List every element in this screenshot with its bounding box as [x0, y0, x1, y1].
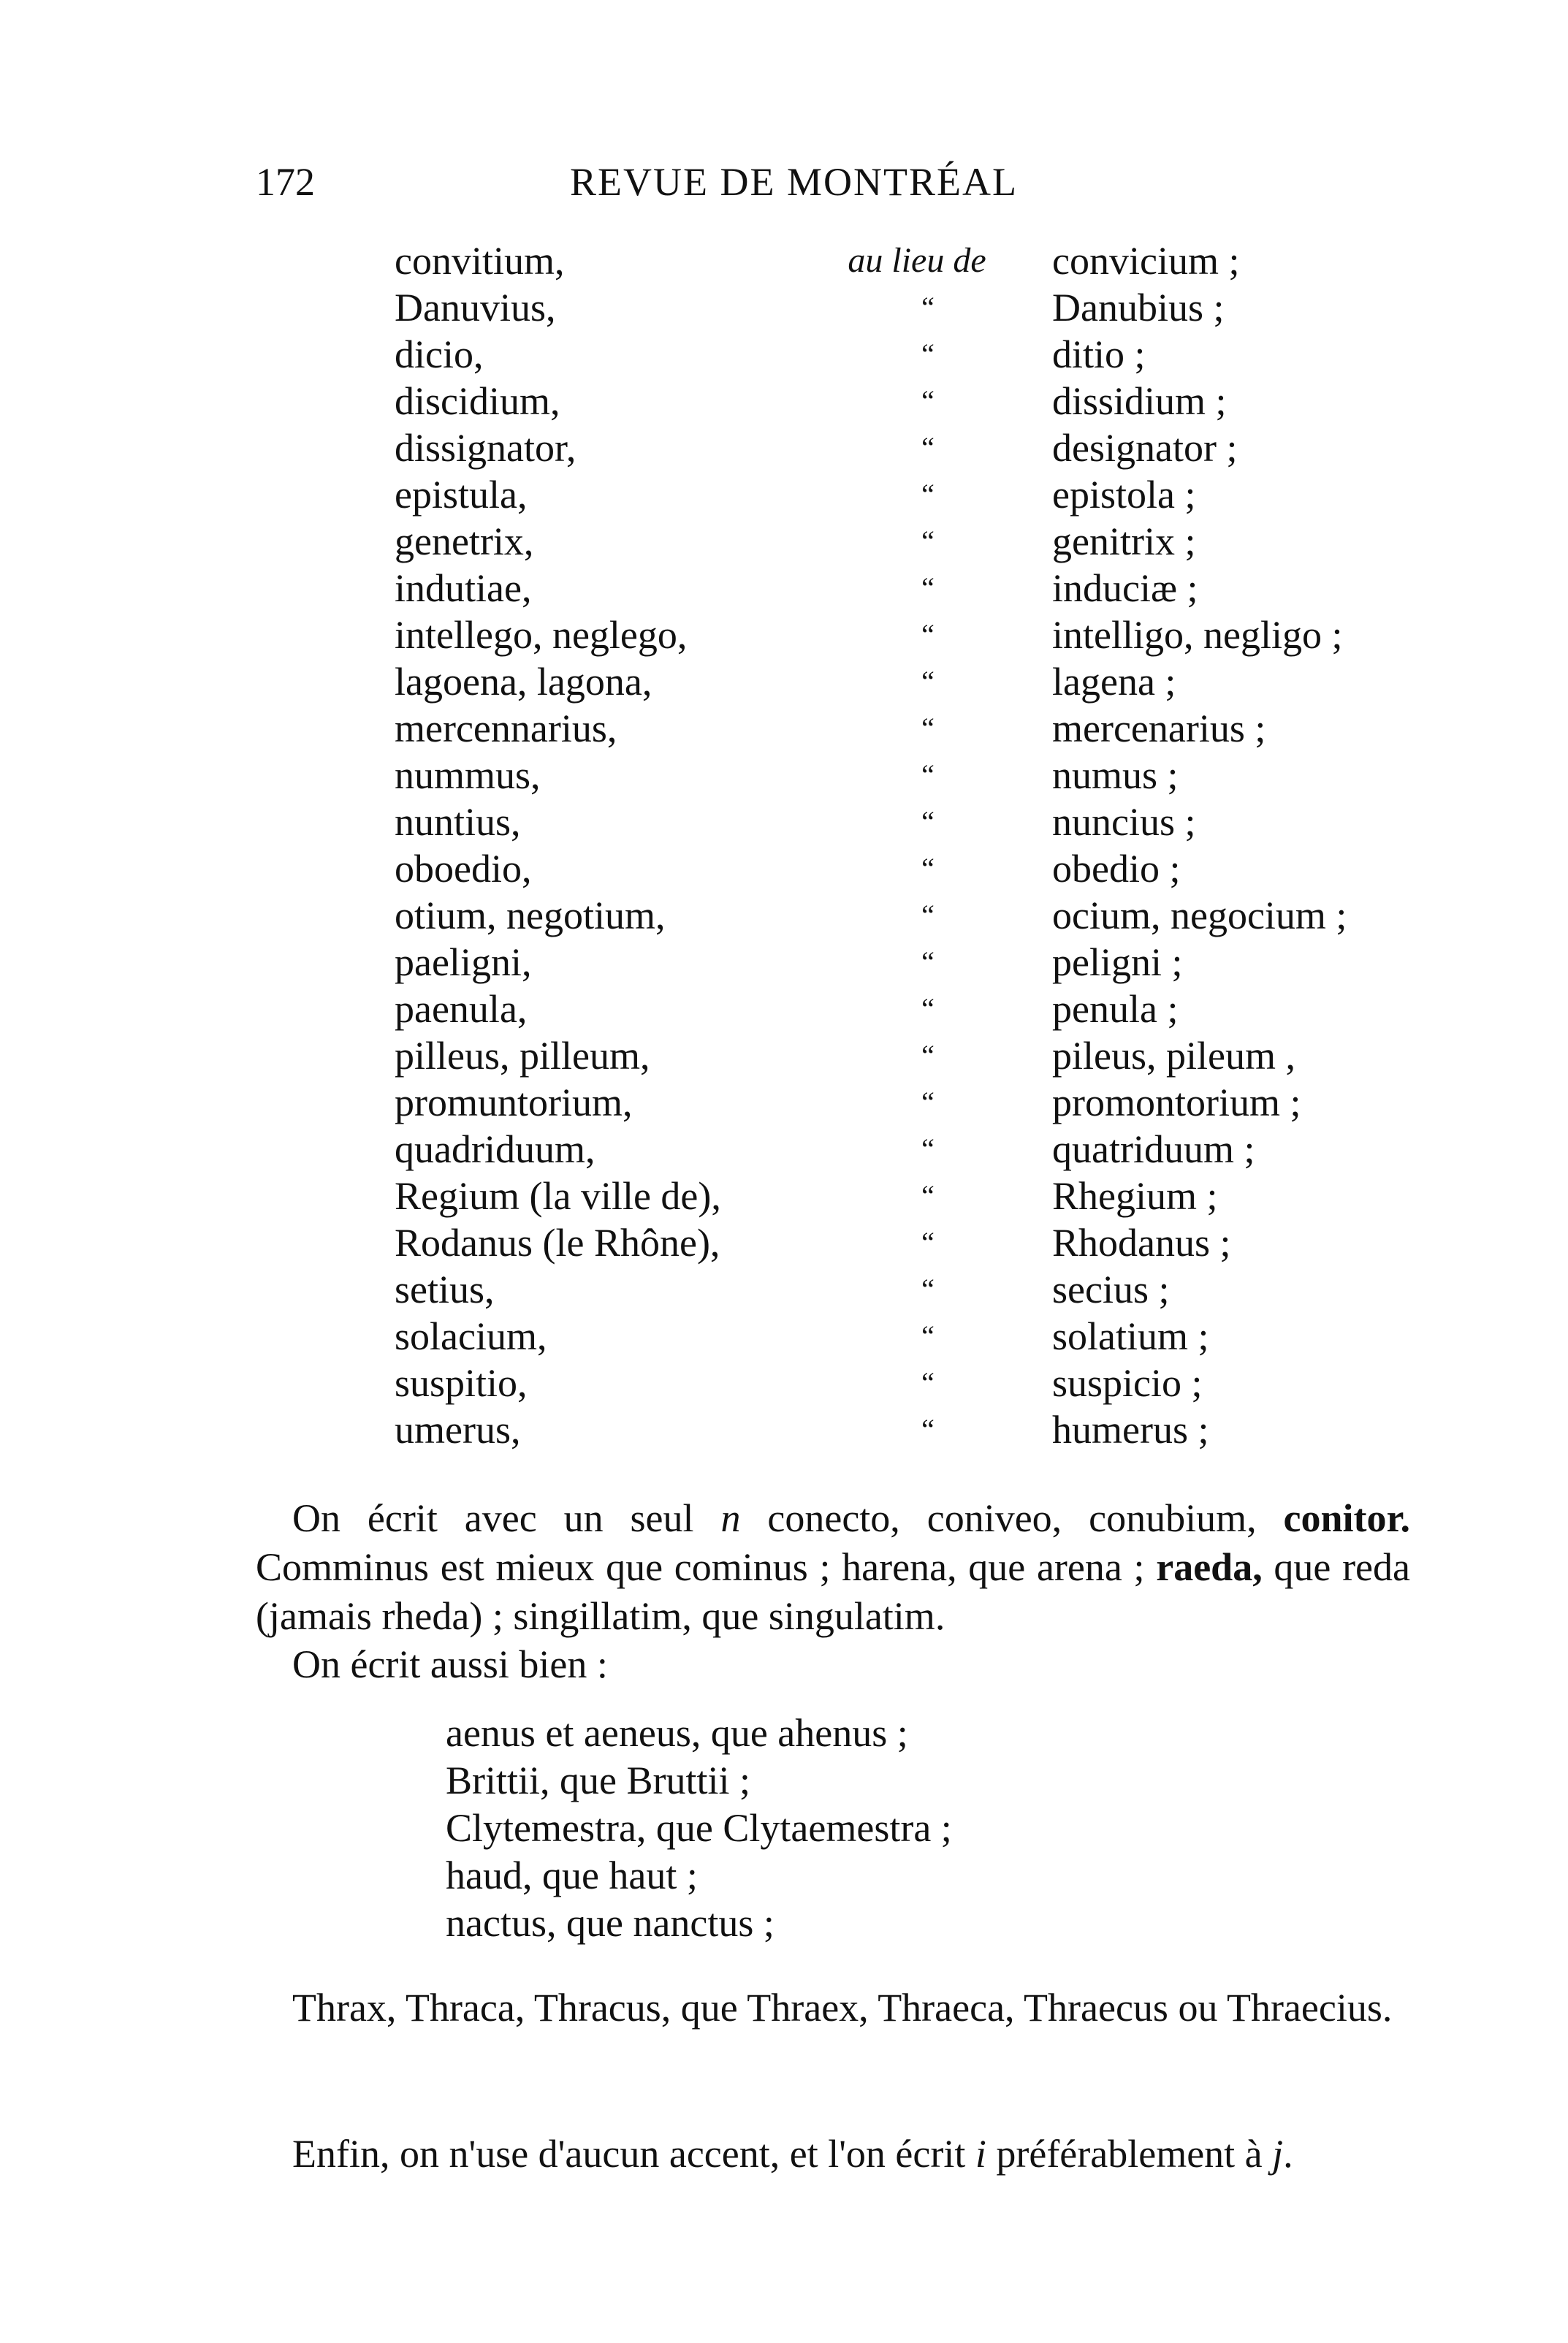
rejected-spelling: Rhodanus ; — [1052, 1221, 1231, 1265]
page-number: 172 — [256, 160, 315, 204]
paragraph-text: On écrit avec un seul — [292, 1496, 721, 1540]
ditto-mark: “ — [921, 618, 935, 651]
paragraph-single-n — [256, 1494, 1410, 1641]
running-title: REVUE DE MONTRÉAL — [570, 160, 1018, 204]
ditto-mark: “ — [921, 291, 935, 324]
preferred-spelling: dissignator, — [395, 426, 576, 470]
preferred-spelling: suspitio, — [395, 1361, 528, 1405]
preferred-spelling: paeligni, — [395, 940, 532, 984]
rejected-spelling: penula ; — [1052, 987, 1179, 1031]
preferred-spelling: solacium, — [395, 1314, 547, 1358]
list-item: aenus et aeneus, que ahenus ; — [446, 1711, 908, 1755]
paragraph-thrax: Thrax, Thraca, Thracus, que Thraex, Thraeca, Thraecus ou Thraecius. — [292, 1986, 1393, 2030]
rejected-spelling: epistola ; — [1052, 473, 1196, 517]
preferred-spelling: oboedio, — [395, 847, 532, 891]
rejected-spelling: secius ; — [1052, 1268, 1170, 1311]
rejected-spelling: induciæ ; — [1052, 566, 1198, 610]
ditto-mark: “ — [921, 992, 935, 1025]
rejected-spelling: lagena ; — [1052, 660, 1176, 704]
list-item: nactus, que nanctus ; — [446, 1901, 775, 1945]
italic-letter: i — [975, 2132, 986, 2176]
ditto-mark: “ — [921, 899, 935, 932]
ditto-mark: “ — [921, 1226, 935, 1259]
table-row — [395, 752, 1432, 799]
preferred-spelling: quadriduum, — [395, 1127, 595, 1171]
rejected-spelling: quatriduum ; — [1052, 1127, 1255, 1171]
table-row — [395, 518, 1432, 565]
ditto-mark: “ — [921, 1413, 935, 1446]
table-row — [395, 658, 1432, 705]
list-item: Brittii, que Bruttii ; — [446, 1759, 750, 1802]
preferred-spelling: paenula, — [395, 987, 528, 1031]
column-header: au lieu de — [848, 241, 986, 280]
preferred-spelling: Regium (la ville de), — [395, 1174, 721, 1218]
preferred-spelling: epistula, — [395, 473, 528, 517]
ditto-mark: “ — [921, 945, 935, 978]
table-row — [395, 799, 1432, 845]
italic-letter: j — [1272, 2132, 1284, 2176]
preferred-spelling: nuntius, — [395, 800, 521, 844]
rejected-spelling: numus ; — [1052, 753, 1179, 797]
ditto-mark: “ — [921, 1039, 935, 1072]
rejected-spelling: promontorium ; — [1052, 1081, 1301, 1124]
bold-word: raeda, — [1156, 1545, 1263, 1589]
ditto-mark: “ — [921, 1086, 935, 1119]
table-row — [395, 378, 1432, 424]
paragraph-text: conecto, coniveo, conubium, — [740, 1496, 1284, 1540]
table-row — [395, 284, 1432, 331]
rejected-spelling: convicium ; — [1052, 239, 1240, 283]
rejected-spelling: ocium, negocium ; — [1052, 894, 1347, 937]
table-row — [395, 1360, 1432, 1406]
ditto-mark: “ — [921, 665, 935, 698]
rejected-spelling: designator ; — [1052, 426, 1238, 470]
table-row — [395, 1126, 1432, 1173]
rejected-spelling: peligni ; — [1052, 940, 1183, 984]
rejected-spelling: obedio ; — [1052, 847, 1181, 891]
ditto-mark: “ — [921, 384, 935, 417]
table-row — [395, 237, 1432, 284]
ditto-mark: “ — [921, 338, 935, 370]
table-row — [395, 471, 1432, 518]
preferred-spelling: convitium, — [395, 239, 565, 283]
ditto-mark: “ — [921, 852, 935, 885]
italic-letter: n — [720, 1496, 741, 1540]
rejected-spelling: mercenarius ; — [1052, 706, 1266, 750]
rejected-spelling: humerus ; — [1052, 1408, 1209, 1452]
ditto-mark: “ — [921, 1273, 935, 1306]
preferred-spelling: lagoena, lagona, — [395, 660, 652, 704]
preferred-spelling: otium, negotium, — [395, 894, 666, 937]
preferred-spelling: genetrix, — [395, 519, 534, 563]
rejected-spelling: intelligo, negligo ; — [1052, 613, 1343, 657]
preferred-spelling: umerus, — [395, 1408, 521, 1452]
table-row — [395, 892, 1432, 939]
rejected-spelling: solatium ; — [1052, 1314, 1209, 1358]
ditto-mark: “ — [921, 571, 935, 604]
preferred-spelling: pilleus, pilleum, — [395, 1034, 650, 1078]
table-row — [395, 424, 1432, 471]
rejected-spelling: Danubius ; — [1052, 286, 1225, 329]
preferred-spelling: intellego, neglego, — [395, 613, 688, 657]
rejected-spelling: Rhegium ; — [1052, 1174, 1218, 1218]
table-row — [395, 986, 1432, 1032]
rejected-spelling: genitrix ; — [1052, 519, 1196, 563]
preferred-spelling: mercennarius, — [395, 706, 617, 750]
preferred-spelling: setius, — [395, 1268, 495, 1311]
bold-word: conitor. — [1283, 1496, 1411, 1540]
ditto-mark: “ — [921, 1179, 935, 1212]
preferred-spelling: dicio, — [395, 332, 484, 376]
rejected-spelling: nuncius ; — [1052, 800, 1196, 844]
preferred-spelling: discidium, — [395, 379, 560, 423]
ditto-mark: “ — [921, 478, 935, 511]
table-row — [395, 939, 1432, 986]
rejected-spelling: ditio ; — [1052, 332, 1146, 376]
rejected-spelling: pileus, pileum , — [1052, 1034, 1295, 1078]
paragraph-also: On écrit aussi bien : — [292, 1642, 608, 1686]
table-row — [395, 331, 1432, 378]
ditto-mark: “ — [921, 1366, 935, 1399]
table-row — [395, 1219, 1432, 1266]
preferred-spelling: Rodanus (le Rhône), — [395, 1221, 720, 1265]
example-list — [446, 1710, 952, 1947]
preferred-spelling: indutiae, — [395, 566, 532, 610]
table-row — [395, 1173, 1432, 1219]
paragraph-accent — [256, 2130, 1410, 2179]
table-row — [395, 565, 1432, 612]
page-header — [256, 159, 1396, 210]
table-row — [395, 1079, 1432, 1126]
table-row — [395, 705, 1432, 752]
rejected-spelling: dissidium ; — [1052, 379, 1227, 423]
table-row — [395, 612, 1432, 658]
preferred-spelling: nummus, — [395, 753, 541, 797]
ditto-mark: “ — [921, 712, 935, 744]
table-row — [395, 1032, 1432, 1079]
rejected-spelling: suspicio ; — [1052, 1361, 1203, 1405]
paragraph-text: Enfin, on n'use d'aucun accent, et l'on écrit — [292, 2132, 975, 2176]
spelling-table — [395, 237, 1432, 1453]
paragraph-text: que reda (jamais rheda) ; singillatim, que singulatim. — [256, 1545, 1410, 1638]
paragraph-text: . — [1283, 2132, 1293, 2176]
table-row — [395, 1406, 1432, 1453]
list-item: Clytemestra, que Clytaemestra ; — [446, 1806, 952, 1850]
list-item: haud, que haut ; — [446, 1854, 698, 1897]
ditto-mark: “ — [921, 1319, 935, 1352]
ditto-mark: “ — [921, 1132, 935, 1165]
table-row — [395, 1266, 1432, 1313]
ditto-mark: “ — [921, 758, 935, 791]
ditto-mark: “ — [921, 805, 935, 838]
table-row — [395, 1313, 1432, 1360]
paragraph-text: préférablement à — [986, 2132, 1273, 2176]
ditto-mark: “ — [921, 431, 935, 464]
preferred-spelling: promuntorium, — [395, 1081, 633, 1124]
ditto-mark: “ — [921, 525, 935, 557]
preferred-spelling: Danuvius, — [395, 286, 556, 329]
table-row — [395, 845, 1432, 892]
paragraph-text: Comminus est mieux que cominus ; harena, que arena ; — [256, 1545, 1157, 1589]
